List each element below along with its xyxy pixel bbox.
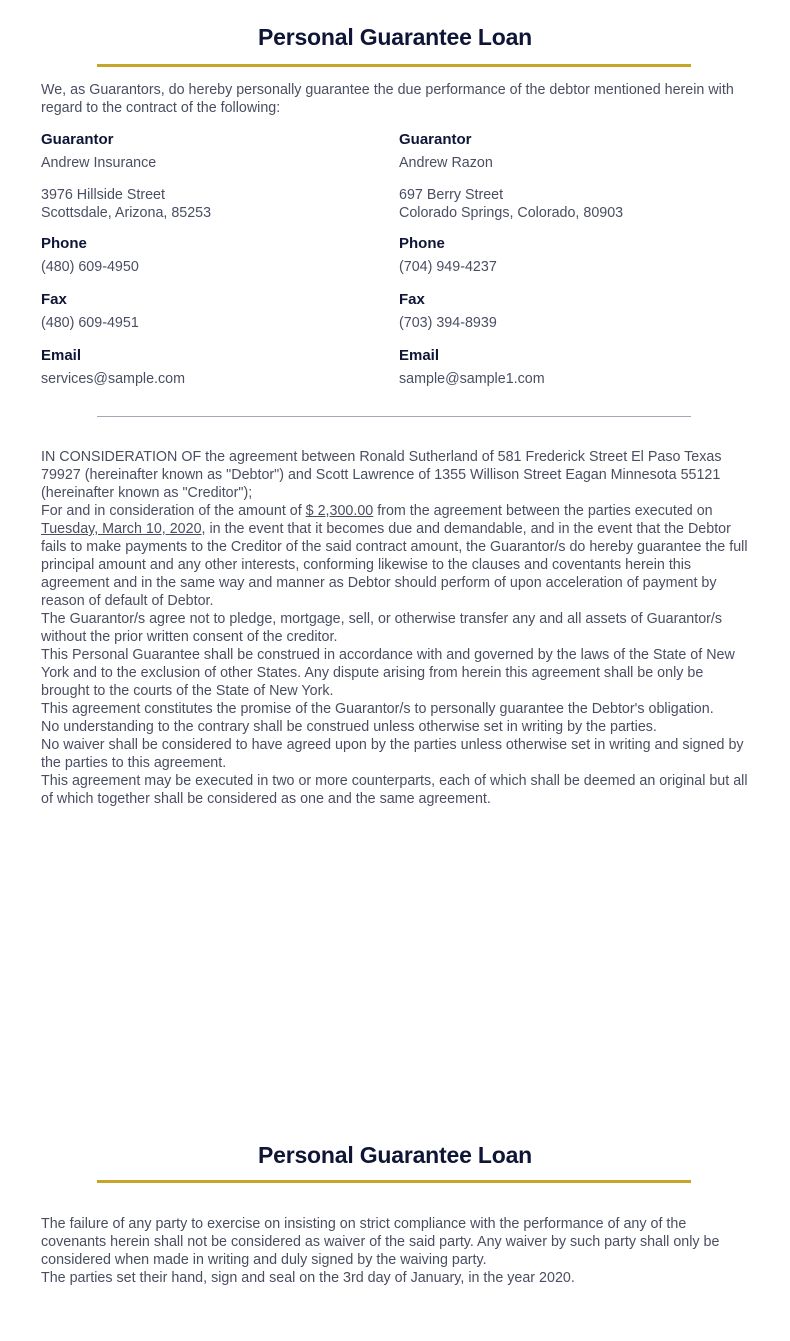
section-divider	[97, 416, 691, 417]
guarantor-address-line1: 697 Berry Street	[399, 187, 504, 203]
guarantor-address-line2: Colorado Springs, Colorado, 80903	[399, 205, 624, 221]
document-page-2	[0, 1120, 790, 1341]
email-label: Email	[41, 347, 82, 364]
title-underline	[97, 64, 691, 67]
guarantor-phone: (704) 949-4237	[399, 259, 497, 275]
amount-clause-post: , in the event that it becomes due and demandable, and in the event that the Debtor fails to make payments to the Creditor of the said contract amount, the Guarantor/s do hereby guarantee the full principal amount and any other interests, conforming likewise to the clauses and coventants herein this agreement and in the same way and manner as Debtor should perform of upon acceleration of payment by reason of default of Debtor.	[41, 521, 748, 609]
agreement-body	[41, 448, 749, 808]
guarantor-address-line1: 3976 Hillside Street	[41, 187, 165, 203]
fax-label: Fax	[41, 291, 67, 308]
loan-amount: $ 2,300.00	[305, 503, 374, 519]
guarantor-fax: (703) 394-8939	[399, 315, 497, 331]
clause-paragraph: The failure of any party to exercise on insisting on strict compliance with the performance of any of the covenants herein shall not be considered as waiver of the said party. Any waiver by such party shall only be considered when made in writing and duly signed by the waiving party.	[41, 1216, 720, 1268]
guarantor-name: Andrew Insurance	[41, 155, 157, 171]
amount-clause-pre: For and in consideration of the amount of	[41, 503, 306, 519]
guarantor-email: services@sample.com	[41, 371, 186, 387]
guarantor-card-2	[399, 130, 739, 388]
clause-paragraph: This agreement constitutes the promise of the Guarantor/s to personally guarantee the Debtor's obligation.	[41, 701, 714, 717]
guarantor-name: Andrew Razon	[399, 155, 493, 171]
guarantor-address-line2: Scottsdale, Arizona, 85253	[41, 205, 212, 221]
agreement-date: Tuesday, March 10, 2020	[41, 521, 202, 537]
guarantor-phone: (480) 609-4950	[41, 259, 139, 275]
email-label: Email	[399, 347, 440, 364]
guarantor-card-1	[41, 130, 381, 388]
clause-paragraph: No waiver shall be considered to have agreed upon by the parties unless otherwise set in writing and signed by the parties to this agreement.	[41, 737, 744, 771]
document-title: Personal Guarantee Loan	[257, 1142, 533, 1168]
clause-paragraph: The parties set their hand, sign and seal on the 3rd day of January, in the year 2020.	[41, 1270, 575, 1286]
amount-clause-mid: from the agreement between the parties executed on	[373, 503, 713, 519]
guarantor-label: Guarantor	[41, 131, 114, 148]
guarantor-fax: (480) 609-4951	[41, 315, 139, 331]
phone-label: Phone	[41, 235, 87, 252]
clause-paragraph: This Personal Guarantee shall be construed in accordance with and governed by the laws of the State of New York and to the exclusion of other States. Any dispute arising from herein this agreement shall be only be brought to the courts of the State of New York.	[41, 647, 735, 699]
fax-label: Fax	[399, 291, 425, 308]
intro-paragraph: We, as Guarantors, do hereby personally guarantee the due performance of the debtor mentioned herein with regard to the contract of the following:	[41, 82, 734, 116]
page2-body	[41, 1215, 749, 1287]
clause-paragraph: The Guarantor/s agree not to pledge, mortgage, sell, or otherwise transfer any and all assets of Guarantor/s without the prior written consent of the creditor.	[41, 611, 723, 645]
title-underline	[97, 1180, 691, 1183]
amount-paragraph	[41, 502, 749, 610]
consideration-paragraph: IN CONSIDERATION OF the agreement between Ronald Sutherland of 581 Frederick Street El Paso Texas 79927 (hereinafter known as "Debtor") and Scott Lawrence of 1355 Willison Street Eagan Minnesota 55121 (hereinafter known as "Creditor");	[41, 449, 722, 501]
clause-paragraph: No understanding to the contrary shall be construed unless otherwise set in writing by the parties.	[41, 719, 657, 735]
document-title: Personal Guarantee Loan	[257, 24, 533, 50]
clause-paragraph: This agreement may be executed in two or more counterparts, each of which shall be deemed an original but all of which together shall be considered as one and the same agreement.	[41, 773, 748, 807]
guarantor-email: sample@sample1.com	[399, 371, 545, 387]
phone-label: Phone	[399, 235, 445, 252]
guarantor-label: Guarantor	[399, 131, 472, 148]
